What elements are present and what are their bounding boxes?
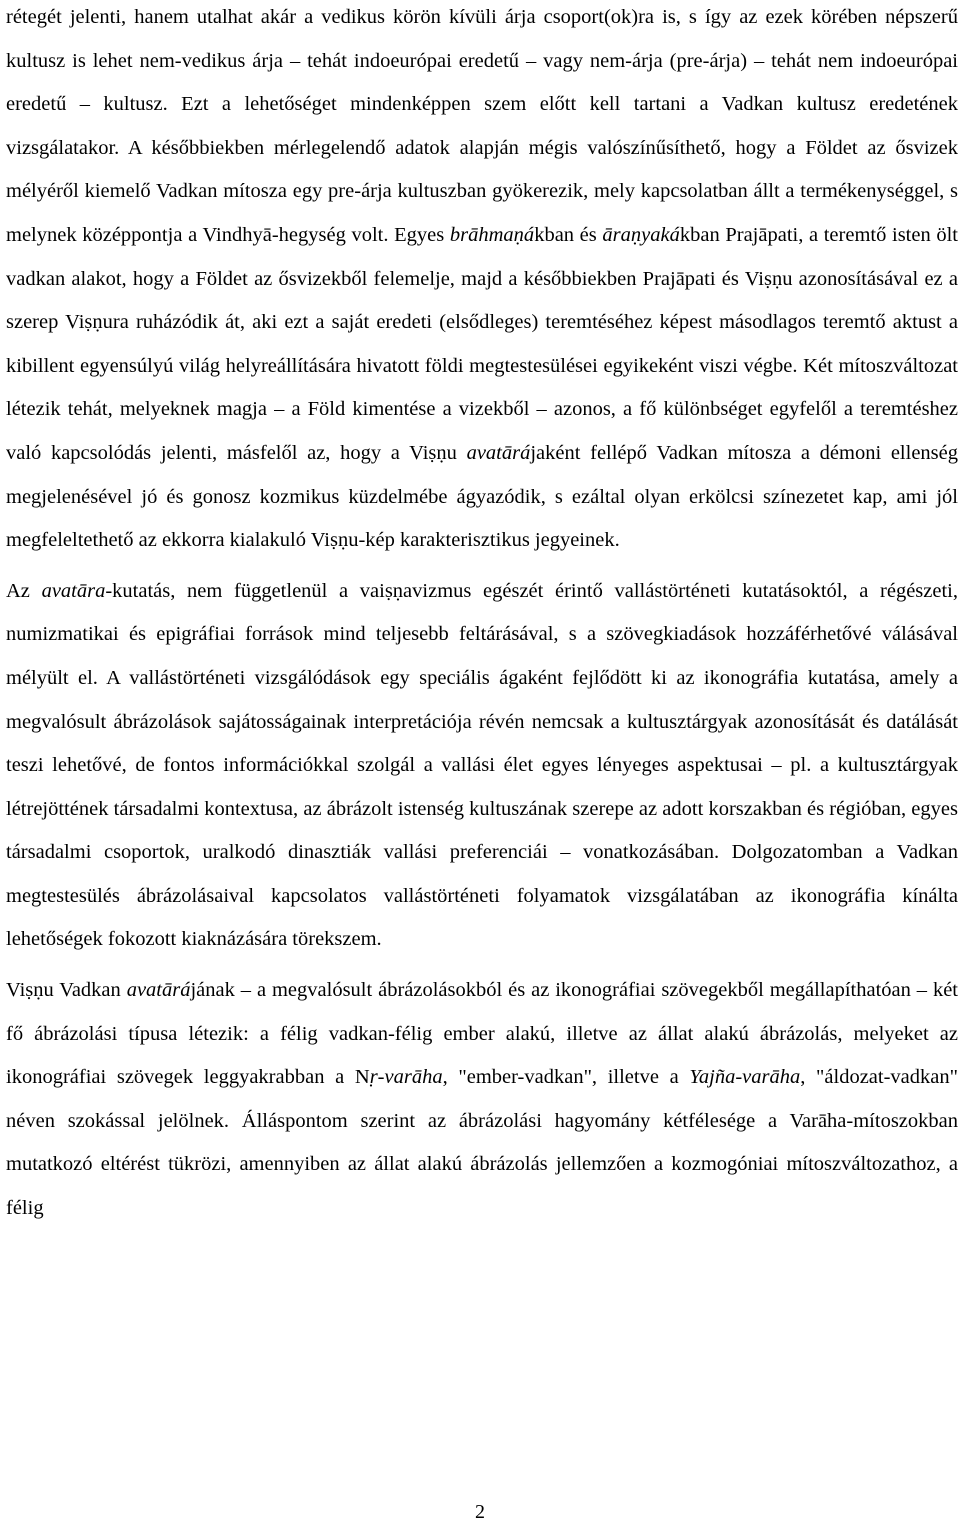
text-run: Az <box>6 579 42 602</box>
text-run: kban és <box>534 223 603 246</box>
italic-term: ṛ-varāha <box>369 1066 443 1089</box>
paragraph-2 <box>6 570 958 962</box>
text-run: , "ember-vadkan", illetve a <box>442 1066 690 1089</box>
text-run: , "áldozat-vadkan" néven szokással jelölnek. Álláspontom szerint az ábrázolási hagyomány kétfélesége a Varāha-mítoszokban mutatkozó eltérést tükrözi, amennyiben az állat alakú ábrázolás jellemzően a kozmogóniai mítoszváltozathoz, a félig <box>6 1066 958 1220</box>
paragraph-1 <box>6 0 958 563</box>
italic-term: avatārá <box>126 979 191 1002</box>
text-run: rétegét jelenti, hanem utalhat akár a vedikus körön kívüli árja csoport(ok)ra is, s így az ezek körében népszerű kultusz is lehet nem-vedikus árja – tehát indoeurópai eredetű – vagy nem-árja (pre-árja) – tehát nem indoeurópai eredetű – kultusz. Ezt a lehetőséget mindenképpen szem előtt kell tartani a Vadkan kultusz eredetének vizsgálatakor. A későbbiekben mérlegelendő adatok alapján mégis valószínűsíthető, hogy a Földet az ősvizek mélyéről kiemelő Vadkan mítosza egy pre-árja kultuszban gyökerezik, mely kapcsolatban állt a termékenységgel, s melynek középpontja a Vindhyā-hegység volt. Egyes <box>6 6 958 246</box>
text-run: Viṣṇu Vadkan <box>6 979 127 1002</box>
text-run: kban Prajāpati, a teremtő isten ölt vadkan alakot, hogy a Földet az ősvizekből felemelje, majd a későbbiekben Prajāpati és Viṣṇu azonosításával ez a szerep Viṣṇura ruházódik át, aki ezt a saját eredeti (elsődleges) teremtéséhez képest másodlagos teremtő aktust a kibillent egyensúlyú világ helyreállítására hivatott földi megtestesülései egyikeként viszi végbe. Két mítoszváltozat létezik tehát, melyeknek magja – a Föld kimentése a vizekből – azonos, a fő különbséget egyfelől a teremtéshez való kapcsolódás jelenti, másfelől az, hogy a Viṣṇu <box>6 223 959 464</box>
italic-term: avatārá <box>466 441 531 464</box>
italic-term: Yajña-varāha <box>689 1066 801 1089</box>
italic-term: brāhmaṇá <box>449 223 535 246</box>
text-run: jának – a megvalósult ábrázolásokból és az ikonográfiai szövegekből megállapíthatóan – két fő ábrázolási típusa létezik: a félig vadkan-félig ember alakú, illetve az állat alakú ábrázolás, melyeket az ikonográfiai szövegek leggyakrabban a N <box>6 979 959 1089</box>
paragraph-3 <box>6 969 958 1231</box>
italic-term: avatāra <box>41 579 106 602</box>
italic-term: āraṇyaká <box>602 223 680 246</box>
page-number: 2 <box>475 1501 485 1523</box>
text-run: jaként fellépő Vadkan mítosza a démoni ellenség megjelenésével jó és gonosz kozmikus küzdelmébe ágyazódik, s ezáltal olyan erkölcsi színezetet kap, ami jól megfeleltethető az ekkorra kialakuló Viṣṇu-kép karakterisztikus jegyeinek. <box>6 441 958 552</box>
text-run: -kutatás, nem függetlenül a vaiṣṇavizmus egészét érintő vallástörténeti kutatásoktól, a régészeti, numizmatikai és epigráfiai források mind teljesebb feltárásával, s a szövegkiadások hozzáférhetővé válásával mélyült el. A vallástörténeti vizsgálódások egy speciális ágaként fejlődött ki az ikonográfia kutatása, amely a megvalósult ábrázolások sajátosságainak interpretációja révén nemcsak a kultusztárgyak azonosítását és datálását teszi lehetővé, de fontos információkkal szolgál a vallási élet egyes lényeges aspektusai – pl. a kultusztárgyak létrejöttének társadalmi kontextusa, az ábrázolt istenség kultuszának szerepe az adott korszakban és régióban, egyes társadalmi csoportok, uralkodó dinasztiák vallási preferenciái – vonatkozásában. Dolgozatomban a Vadkan megtestesülés ábrázolásaival kapcsolatos vallástörténeti folyamatok vizsgálatában az ikonográfia kínálta lehetőségek fokozott kiaknázására törekszem. <box>6 579 958 951</box>
body-text <box>6 0 958 1231</box>
